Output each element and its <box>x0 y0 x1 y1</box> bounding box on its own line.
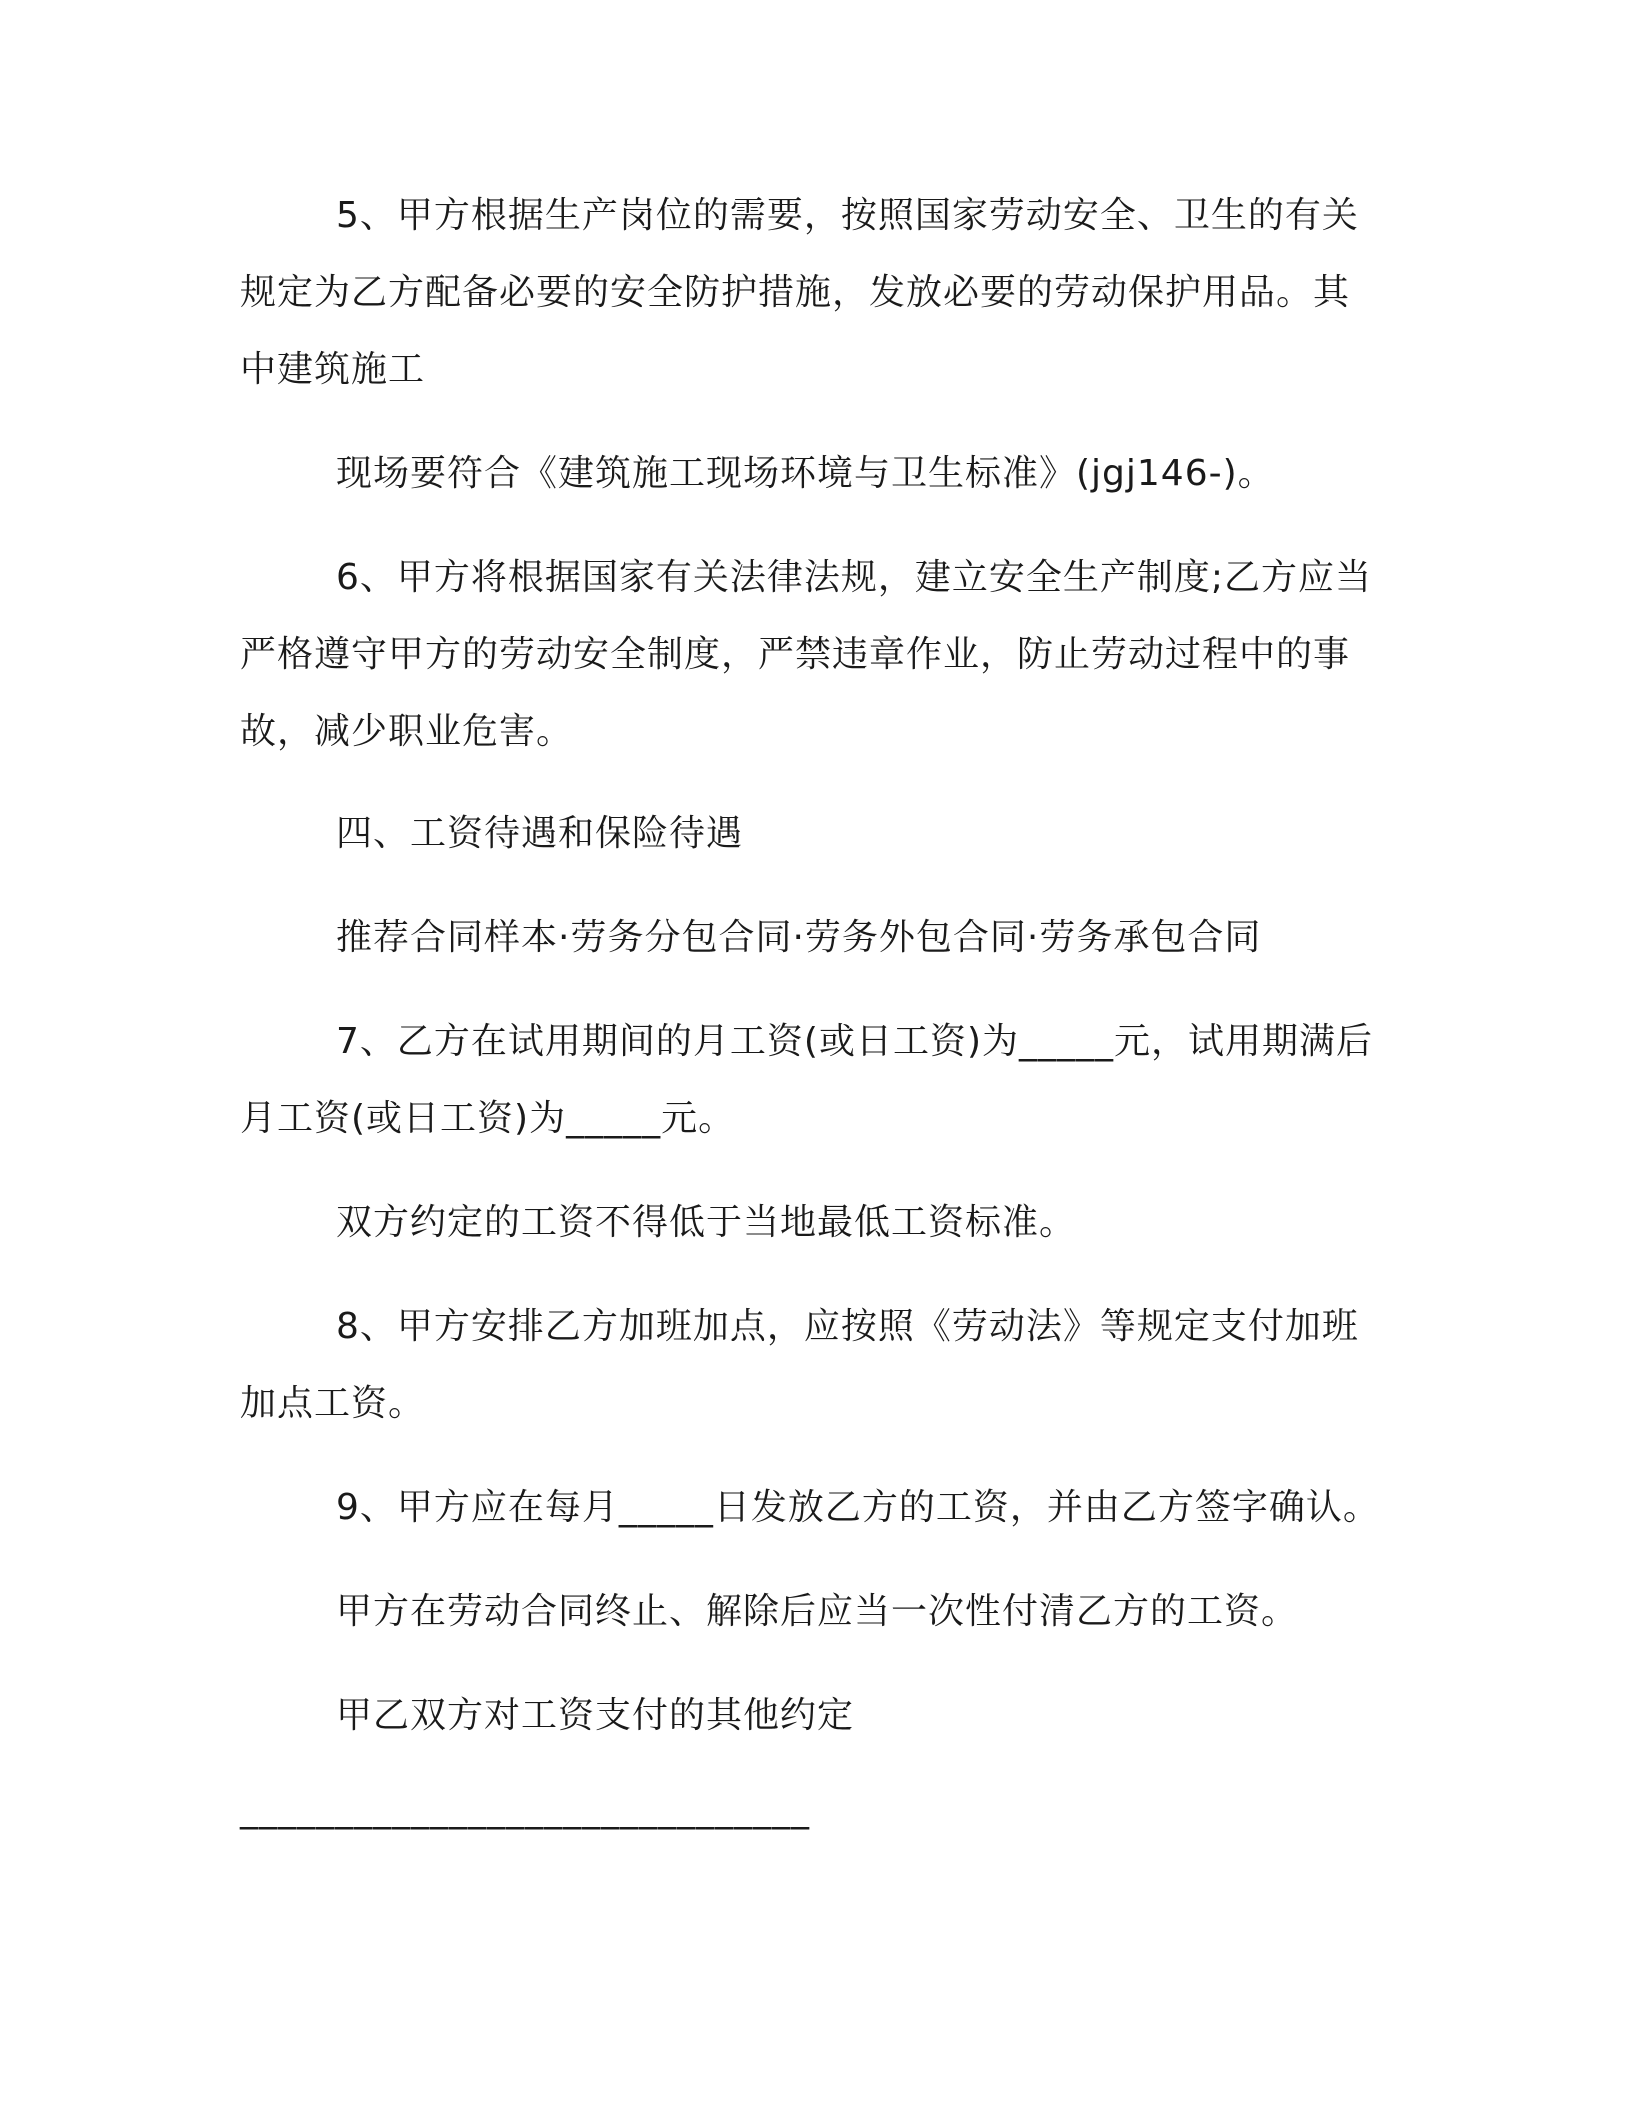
clause-9-other-agreement: 甲乙双方对工资支付的其他约定 <box>336 1695 855 1736</box>
clause-8-line-2: 加点工资。 <box>240 1383 426 1424</box>
clause-7-line-1: 7、乙方在试用期间的月工资(或日工资)为_____元，试用期满后 <box>336 1021 1373 1062</box>
clause-7-line-2: 月工资(或日工资)为_____元。 <box>240 1098 736 1139</box>
clause-6-line-1: 6、甲方将根据国家有关法律法规，建立安全生产制度;乙方应当 <box>336 557 1373 598</box>
clause-9: 9、甲方应在每月_____日发放乙方的工资，并由乙方签字确认。 <box>336 1487 1380 1528</box>
clause-5-line-1: 5、甲方根据生产岗位的需要，按照国家劳动安全、卫生的有关 <box>336 195 1359 236</box>
clause-5-continuation: 现场要符合《建筑施工现场环境与卫生标准》(jgj146-)。 <box>336 453 1275 494</box>
clause-5-line-2: 规定为乙方配备必要的安全防护措施，发放必要的劳动保护用品。其 <box>240 272 1351 313</box>
clause-9-settlement: 甲方在劳动合同终止、解除后应当一次性付清乙方的工资。 <box>336 1591 1299 1632</box>
clause-6-line-3: 故，减少职业危害。 <box>240 711 574 752</box>
recommended-templates: 推荐合同样本·劳务分包合同·劳务外包合同·劳务承包合同 <box>336 917 1262 958</box>
fill-in-blank-line: ______________________________ <box>240 1789 810 1830</box>
section-4-heading: 四、工资待遇和保险待遇 <box>336 813 744 854</box>
clause-8-line-1: 8、甲方安排乙方加班加点，应按照《劳动法》等规定支付加班 <box>336 1306 1359 1347</box>
clause-5-line-3: 中建筑施工 <box>240 349 426 390</box>
clause-7-note: 双方约定的工资不得低于当地最低工资标准。 <box>336 1202 1077 1243</box>
clause-6-line-2: 严格遵守甲方的劳动安全制度，严禁违章作业，防止劳动过程中的事 <box>240 634 1351 675</box>
